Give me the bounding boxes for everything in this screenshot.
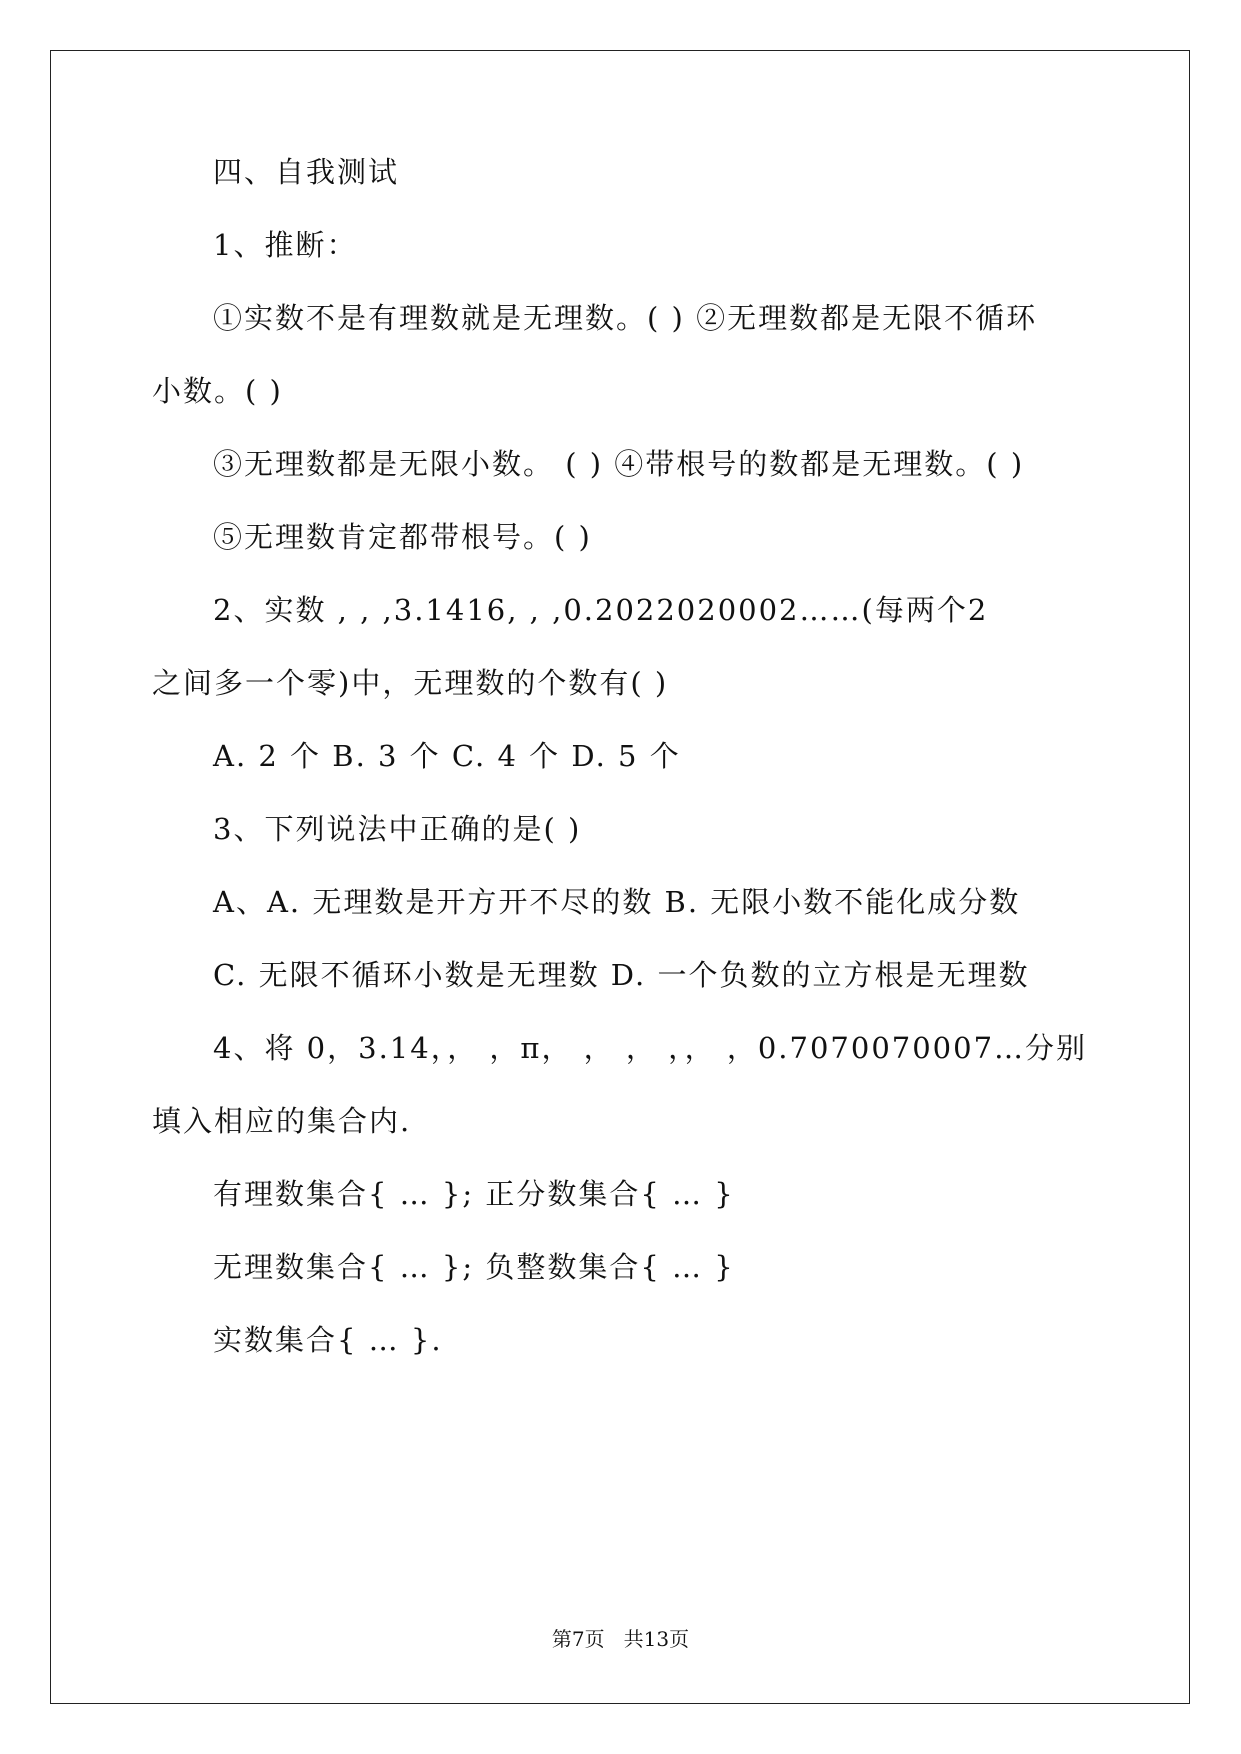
- question-3-options-ab: A、A. 无理数是开方开不尽的数 B. 无限小数不能化成分数: [213, 885, 1021, 919]
- set-irrational-negative-integer: 无理数集合{ … }; 负整数集合{ … }: [213, 1250, 735, 1284]
- question-1-items-1-2-cont: 小数。( ): [152, 374, 283, 408]
- question-4-stem-cont: 填入相应的集合内.: [152, 1104, 412, 1138]
- question-3-stem: 3、下列说法中正确的是( ): [213, 812, 582, 846]
- question-2-stem-cont: 之间多一个零)中，无理数的个数有( ): [152, 666, 669, 700]
- set-rational-positive-fraction: 有理数集合{ … }; 正分数集合{ … }: [213, 1177, 735, 1211]
- question-1-item-5: ⑤无理数肯定都带根号。( ): [213, 520, 592, 554]
- question-1-items-3-4: ③无理数都是无限小数。 ( ) ④带根号的数都是无理数。( ): [213, 447, 1025, 481]
- set-real: 实数集合{ … }.: [213, 1323, 443, 1357]
- question-2-options: A. 2 个 B. 3 个 C. 4 个 D. 5 个: [213, 739, 681, 773]
- question-3-options-cd: C. 无限不循环小数是无理数 D. 一个负数的立方根是无理数: [213, 958, 1030, 992]
- section-heading: 四、自我测试: [213, 155, 400, 189]
- question-4-stem: 4、将 0，3.14，， ，π， ， ， ，， ，0.7070070007…分别: [213, 1031, 1088, 1065]
- page-footer: 第7页 共13页: [551, 1627, 690, 1651]
- question-1-title: 1、推断：: [213, 228, 358, 262]
- question-2-stem: 2、实数 , , ,3.1416, , ,0.2022020002……(每两个2: [213, 593, 989, 627]
- question-1-items-1-2: ①实数不是有理数就是无理数。( ) ②无理数都是无限不循环: [213, 301, 1038, 335]
